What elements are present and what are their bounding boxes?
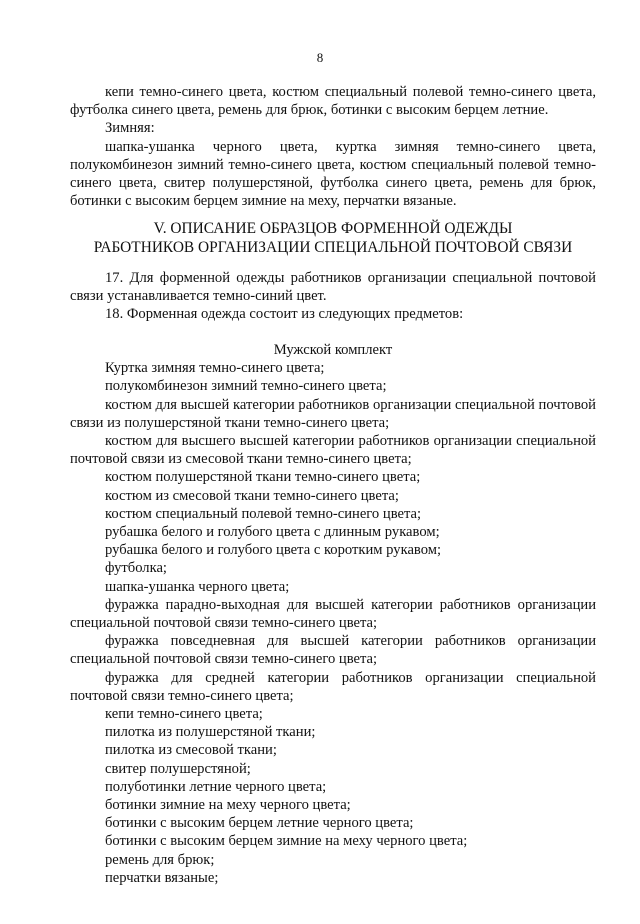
list-item: костюм полушерстяной ткани темно-синего цвета; — [105, 469, 421, 486]
list-item: перчатки вязаные; — [105, 869, 219, 886]
list-item: ботинки с высоким берцем зимние на меху черного цвета; — [105, 833, 468, 850]
section-paragraphs — [70, 269, 596, 324]
list-item: фуражка повседневная для высшей категории работников организации специальной почтовой связи темно-синего цвета; — [70, 633, 596, 668]
list-item: ремень для брюк; — [105, 851, 215, 868]
list-item: костюм из смесовой ткани темно-синего цвета; — [105, 487, 399, 504]
list-item: футболка; — [105, 560, 167, 577]
page-number: 8 — [316, 50, 324, 65]
section-heading — [70, 219, 596, 257]
summer-continued-paragraph: кепи темно-синего цвета, костюм специальный полевой темно-синего цвета, футболка синего цвета, ремень для брюк, ботинки с высоким берцем летние. — [70, 84, 596, 119]
list-item: кепи темно-синего цвета; — [105, 706, 263, 723]
paragraph-17: 17. Для форменной одежды работников организации специальной почтовой связи устанавливается темно-синий цвет. — [70, 270, 596, 305]
intro-block — [70, 83, 596, 210]
list-item: свитер полушерстяной; — [105, 760, 251, 777]
winter-paragraph: шапка-ушанка черного цвета, куртка зимняя темно-синего цвета, полукомбинезон зимний темно-синего цвета, костюм специальный полевой темно-синего цвета, свитер полушерстяной, футболка синего цвета, ремень для брюк, ботинки с высоким берцем зимние на меху, перчатки вязаные. — [70, 138, 596, 210]
list-item: фуражка для средней категории работников организации специальной почтовой связи темно-синего цвета; — [70, 669, 596, 704]
list-item: рубашка белого и голубого цвета с длинным рукавом; — [105, 524, 440, 541]
winter-label: Зимняя: — [105, 120, 155, 137]
mens-set-list — [70, 341, 596, 887]
list-item: полуботинки летние черного цвета; — [105, 778, 327, 795]
list-item: ботинки зимние на меху черного цвета; — [105, 797, 351, 814]
list-item: ботинки с высоким берцем летние черного цвета; — [105, 815, 414, 832]
paragraph-18: 18. Форменная одежда состоит из следующих предметов: — [105, 306, 464, 323]
list-item: костюм специальный полевой темно-синего цвета; — [105, 505, 422, 522]
list-item: рубашка белого и голубого цвета с коротким рукавом; — [105, 542, 442, 559]
mens-set-heading: Мужской комплект — [273, 342, 393, 358]
section-title-line1: V. ОПИСАНИЕ ОБРАЗЦОВ ФОРМЕННОЙ ОДЕЖДЫ — [153, 220, 513, 237]
list-item: полукомбинезон зимний темно-синего цвета; — [105, 378, 387, 395]
list-item: пилотка из полушерстяной ткани; — [105, 724, 316, 741]
list-item: пилотка из смесовой ткани; — [105, 742, 277, 759]
section-title-line2: РАБОТНИКОВ ОРГАНИЗАЦИИ СПЕЦИАЛЬНОЙ ПОЧТОВОЙ СВЯЗИ — [93, 239, 573, 256]
list-item: шапка-ушанка черного цвета; — [105, 578, 290, 595]
list-item: костюм для высшей категории работников организации специальной почтовой связи из полушерстяной ткани темно-синего цвета; — [70, 396, 596, 431]
list-item: фуражка парадно-выходная для высшей категории работников организации специальной почтовой связи темно-синего цвета; — [70, 596, 596, 632]
list-item: костюм для высшего высшей категории работников организации специальной почтовой связи из смесовой ткани темно-синего цвета; — [70, 433, 596, 468]
list-item: Куртка зимняя темно-синего цвета; — [105, 360, 325, 377]
